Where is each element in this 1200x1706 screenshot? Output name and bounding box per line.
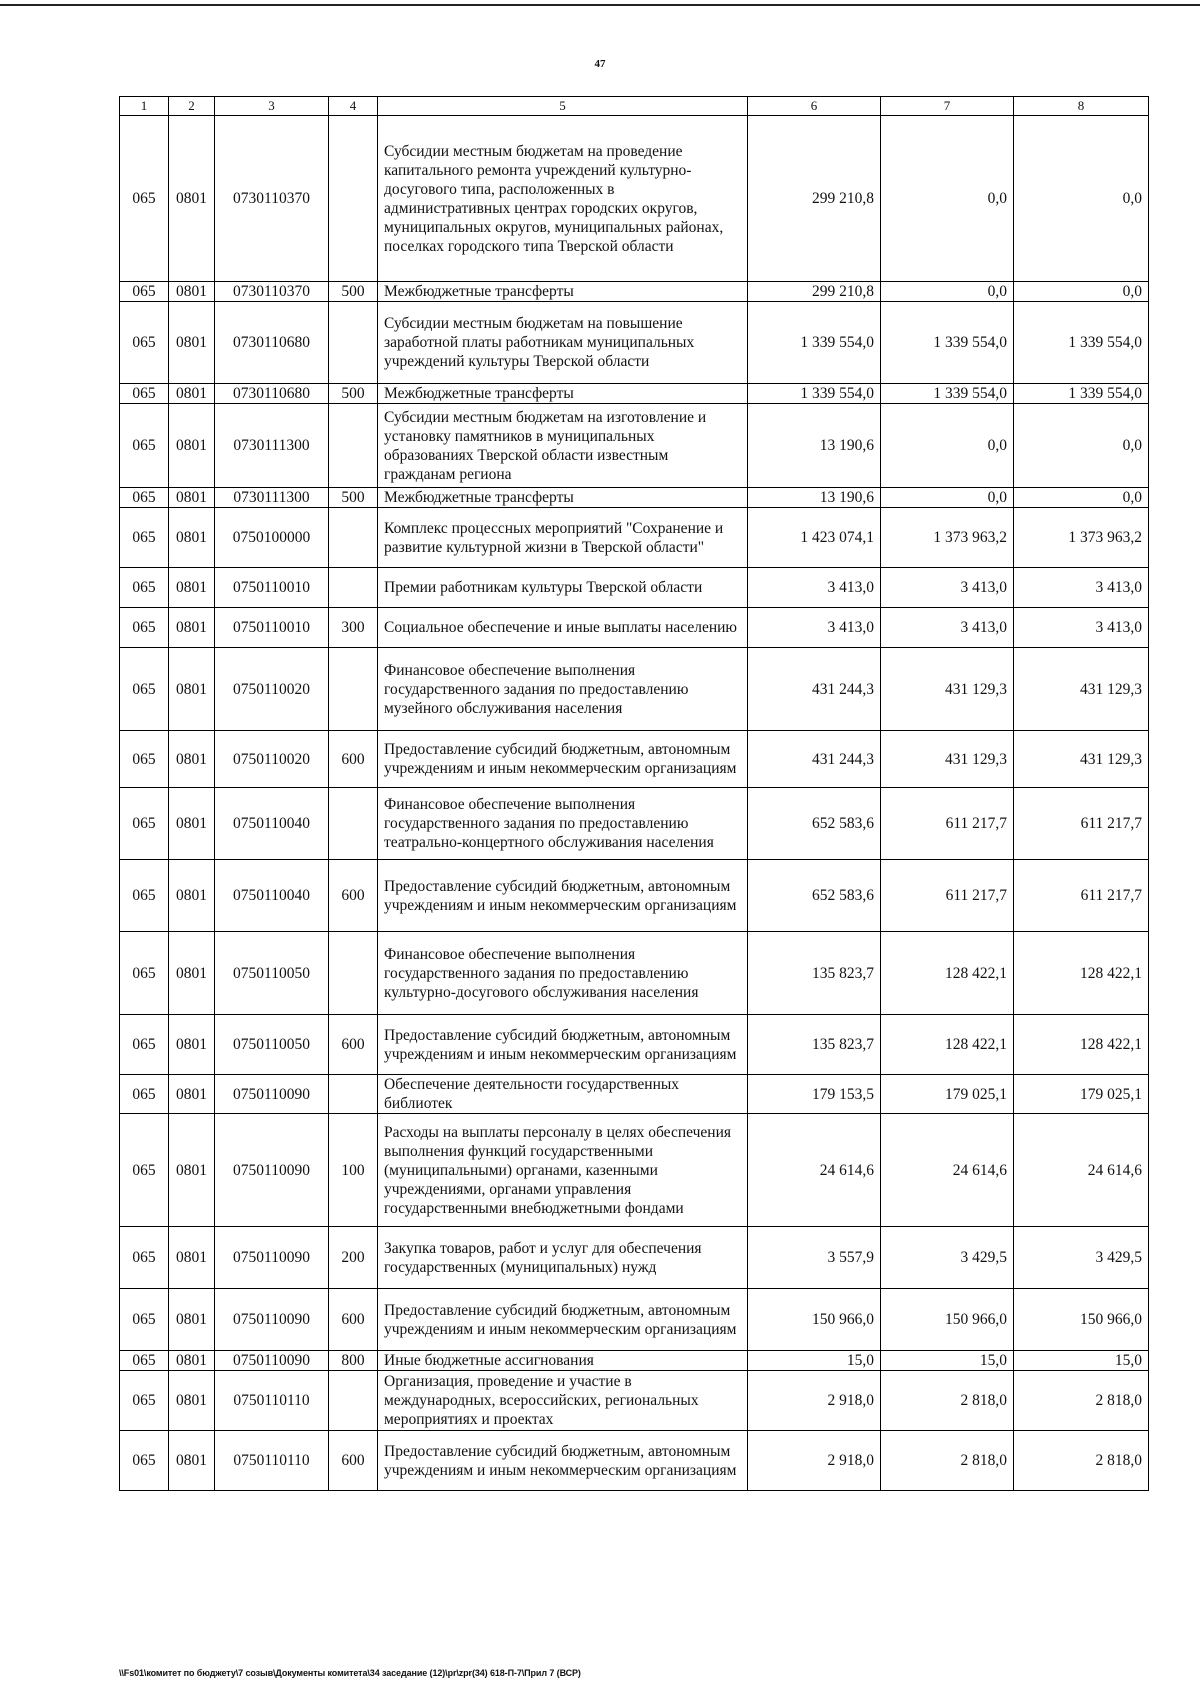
amount-cell: 431 129,3 xyxy=(1014,648,1149,731)
description-cell: Межбюджетные трансферты xyxy=(378,488,748,508)
page-number: 47 xyxy=(594,58,606,70)
amount-cell: 15,0 xyxy=(1014,1351,1149,1371)
table-row xyxy=(120,1114,1149,1227)
expense-type-cell xyxy=(329,302,378,384)
amount-cell: 13 190,6 xyxy=(748,404,881,488)
description-cell: Закупка товаров, работ и услуг для обеспечения государственных (муниципальных) нужд xyxy=(378,1227,748,1289)
expense-type-cell: 500 xyxy=(329,282,378,302)
amount-cell: 3 413,0 xyxy=(1014,608,1149,648)
description-cell: Предоставление субсидий бюджетным, автономным учреждениям и иным некоммерческим организациям xyxy=(378,1015,748,1075)
top-border-line xyxy=(0,4,1200,6)
target-article-cell: 0730110680 xyxy=(215,384,329,404)
column-header: 3 xyxy=(215,97,329,116)
amount-cell: 1 339 554,0 xyxy=(1014,384,1149,404)
amount-cell: 24 614,6 xyxy=(881,1114,1014,1227)
section-code-cell: 0801 xyxy=(169,1114,215,1227)
section-code-cell: 0801 xyxy=(169,302,215,384)
ministry-code-cell: 065 xyxy=(120,282,169,302)
expense-type-cell: 800 xyxy=(329,1351,378,1371)
target-article-cell: 0750110090 xyxy=(215,1289,329,1351)
description-cell: Межбюджетные трансферты xyxy=(378,384,748,404)
target-article-cell: 0750110010 xyxy=(215,568,329,608)
expense-type-cell: 600 xyxy=(329,860,378,932)
table-row xyxy=(120,1351,1149,1371)
table-row xyxy=(120,282,1149,302)
ministry-code-cell: 065 xyxy=(120,731,169,788)
amount-cell: 150 966,0 xyxy=(748,1289,881,1351)
amount-cell: 150 966,0 xyxy=(881,1289,1014,1351)
section-code-cell: 0801 xyxy=(169,1431,215,1491)
amount-cell: 652 583,6 xyxy=(748,860,881,932)
section-code-cell: 0801 xyxy=(169,1015,215,1075)
amount-cell: 3 413,0 xyxy=(748,608,881,648)
target-article-cell: 0750100000 xyxy=(215,508,329,568)
section-code-cell: 0801 xyxy=(169,1227,215,1289)
section-code-cell: 0801 xyxy=(169,404,215,488)
expense-type-cell: 600 xyxy=(329,1431,378,1491)
table-row xyxy=(120,1371,1149,1431)
ministry-code-cell: 065 xyxy=(120,648,169,731)
amount-cell: 3 557,9 xyxy=(748,1227,881,1289)
table-row xyxy=(120,932,1149,1015)
ministry-code-cell: 065 xyxy=(120,384,169,404)
table-row xyxy=(120,1227,1149,1289)
section-code-cell: 0801 xyxy=(169,384,215,404)
amount-cell: 611 217,7 xyxy=(881,788,1014,860)
table-row xyxy=(120,302,1149,384)
amount-cell: 0,0 xyxy=(1014,282,1149,302)
ministry-code-cell: 065 xyxy=(120,508,169,568)
amount-cell: 431 129,3 xyxy=(1014,731,1149,788)
section-code-cell: 0801 xyxy=(169,1371,215,1431)
description-cell: Социальное обеспечение и иные выплаты населению xyxy=(378,608,748,648)
amount-cell: 1 423 074,1 xyxy=(748,508,881,568)
ministry-code-cell: 065 xyxy=(120,1371,169,1431)
target-article-cell: 0750110010 xyxy=(215,608,329,648)
column-number-row xyxy=(120,97,1149,116)
amount-cell: 0,0 xyxy=(1014,116,1149,282)
description-cell: Субсидии местным бюджетам на изготовление и установку памятников в муниципальных образованиях Тверской области известным гражданам региона xyxy=(378,404,748,488)
target-article-cell: 0730110370 xyxy=(215,116,329,282)
amount-cell: 15,0 xyxy=(881,1351,1014,1371)
amount-cell: 128 422,1 xyxy=(881,932,1014,1015)
expense-type-cell: 500 xyxy=(329,384,378,404)
amount-cell: 24 614,6 xyxy=(1014,1114,1149,1227)
table-row xyxy=(120,788,1149,860)
table-row xyxy=(120,116,1149,282)
amount-cell: 611 217,7 xyxy=(1014,788,1149,860)
amount-cell: 431 129,3 xyxy=(881,731,1014,788)
amount-cell: 299 210,8 xyxy=(748,282,881,302)
description-cell: Комплекс процессных мероприятий "Сохранение и развитие культурной жизни в Тверской области" xyxy=(378,508,748,568)
amount-cell: 3 413,0 xyxy=(1014,568,1149,608)
ministry-code-cell: 065 xyxy=(120,608,169,648)
amount-cell: 3 429,5 xyxy=(881,1227,1014,1289)
column-header: 8 xyxy=(1014,97,1149,116)
expense-type-cell xyxy=(329,404,378,488)
table-row xyxy=(120,568,1149,608)
amount-cell: 1 339 554,0 xyxy=(881,384,1014,404)
target-article-cell: 0750110110 xyxy=(215,1371,329,1431)
target-article-cell: 0750110090 xyxy=(215,1114,329,1227)
amount-cell: 2 818,0 xyxy=(1014,1371,1149,1431)
ministry-code-cell: 065 xyxy=(120,116,169,282)
section-code-cell: 0801 xyxy=(169,282,215,302)
amount-cell: 150 966,0 xyxy=(1014,1289,1149,1351)
amount-cell: 431 244,3 xyxy=(748,731,881,788)
amount-cell: 0,0 xyxy=(1014,488,1149,508)
footer-file-path: \\Fs01\комитет по бюджету\7 созыв\Документы комитета\34 заседание (12)\pr\zpr(34) 618-П-7\Прил 7 (ВСР) xyxy=(119,1668,581,1678)
table-row xyxy=(120,488,1149,508)
ministry-code-cell: 065 xyxy=(120,568,169,608)
amount-cell: 1 339 554,0 xyxy=(1014,302,1149,384)
target-article-cell: 0750110040 xyxy=(215,860,329,932)
expense-type-cell xyxy=(329,116,378,282)
expense-type-cell: 100 xyxy=(329,1114,378,1227)
amount-cell: 13 190,6 xyxy=(748,488,881,508)
target-article-cell: 0730110370 xyxy=(215,282,329,302)
expense-type-cell: 500 xyxy=(329,488,378,508)
column-header: 4 xyxy=(329,97,378,116)
table-row xyxy=(120,1075,1149,1114)
ministry-code-cell: 065 xyxy=(120,1075,169,1114)
amount-cell: 15,0 xyxy=(748,1351,881,1371)
amount-cell: 2 818,0 xyxy=(881,1371,1014,1431)
target-article-cell: 0750110090 xyxy=(215,1351,329,1371)
target-article-cell: 0730111300 xyxy=(215,488,329,508)
amount-cell: 652 583,6 xyxy=(748,788,881,860)
amount-cell: 3 413,0 xyxy=(881,608,1014,648)
expense-type-cell: 300 xyxy=(329,608,378,648)
target-article-cell: 0750110020 xyxy=(215,648,329,731)
ministry-code-cell: 065 xyxy=(120,1431,169,1491)
column-header: 2 xyxy=(169,97,215,116)
expense-type-cell xyxy=(329,648,378,731)
table-body xyxy=(120,116,1149,1491)
description-cell: Расходы на выплаты персоналу в целях обеспечения выполнения функций государственными (муниципальными) органами, казенными учреждениями, органами управления государственными внебюджетными фондами xyxy=(378,1114,748,1227)
amount-cell: 128 422,1 xyxy=(881,1015,1014,1075)
table-row xyxy=(120,731,1149,788)
amount-cell: 611 217,7 xyxy=(881,860,1014,932)
expense-type-cell: 600 xyxy=(329,1015,378,1075)
column-header: 7 xyxy=(881,97,1014,116)
expense-type-cell xyxy=(329,1075,378,1114)
section-code-cell: 0801 xyxy=(169,860,215,932)
amount-cell: 1 339 554,0 xyxy=(881,302,1014,384)
amount-cell: 179 025,1 xyxy=(1014,1075,1149,1114)
amount-cell: 1 339 554,0 xyxy=(748,384,881,404)
target-article-cell: 0730110680 xyxy=(215,302,329,384)
target-article-cell: 0750110090 xyxy=(215,1075,329,1114)
section-code-cell: 0801 xyxy=(169,608,215,648)
table-row xyxy=(120,1015,1149,1075)
expense-type-cell xyxy=(329,1371,378,1431)
description-cell: Иные бюджетные ассигнования xyxy=(378,1351,748,1371)
ministry-code-cell: 065 xyxy=(120,860,169,932)
target-article-cell: 0750110040 xyxy=(215,788,329,860)
amount-cell: 2 818,0 xyxy=(881,1431,1014,1491)
amount-cell: 2 818,0 xyxy=(1014,1431,1149,1491)
table-row xyxy=(120,1289,1149,1351)
amount-cell: 0,0 xyxy=(881,282,1014,302)
ministry-code-cell: 065 xyxy=(120,302,169,384)
amount-cell: 299 210,8 xyxy=(748,116,881,282)
section-code-cell: 0801 xyxy=(169,116,215,282)
description-cell: Финансовое обеспечение выполнения государственного задания по предоставлению театрально-концертного обслуживания населения xyxy=(378,788,748,860)
ministry-code-cell: 065 xyxy=(120,404,169,488)
description-cell: Премии работникам культуры Тверской области xyxy=(378,568,748,608)
expense-type-cell: 600 xyxy=(329,1289,378,1351)
description-cell: Субсидии местным бюджетам на проведение капитального ремонта учреждений культурно-досугового типа, расположенных в административных центрах городских округов, муниципальных округов, муниципальных районах, поселках городского типа Тверской области xyxy=(378,116,748,282)
description-cell: Предоставление субсидий бюджетным, автономным учреждениям и иным некоммерческим организациям xyxy=(378,731,748,788)
target-article-cell: 0750110110 xyxy=(215,1431,329,1491)
section-code-cell: 0801 xyxy=(169,1289,215,1351)
amount-cell: 128 422,1 xyxy=(1014,932,1149,1015)
section-code-cell: 0801 xyxy=(169,648,215,731)
ministry-code-cell: 065 xyxy=(120,932,169,1015)
amount-cell: 24 614,6 xyxy=(748,1114,881,1227)
amount-cell: 135 823,7 xyxy=(748,932,881,1015)
description-cell: Обеспечение деятельности государственных библиотек xyxy=(378,1075,748,1114)
amount-cell: 2 918,0 xyxy=(748,1371,881,1431)
section-code-cell: 0801 xyxy=(169,1075,215,1114)
target-article-cell: 0750110090 xyxy=(215,1227,329,1289)
ministry-code-cell: 065 xyxy=(120,1227,169,1289)
description-cell: Межбюджетные трансферты xyxy=(378,282,748,302)
table-row xyxy=(120,860,1149,932)
amount-cell: 431 244,3 xyxy=(748,648,881,731)
amount-cell: 1 373 963,2 xyxy=(1014,508,1149,568)
ministry-code-cell: 065 xyxy=(120,788,169,860)
amount-cell: 2 918,0 xyxy=(748,1431,881,1491)
section-code-cell: 0801 xyxy=(169,932,215,1015)
section-code-cell: 0801 xyxy=(169,508,215,568)
description-cell: Предоставление субсидий бюджетным, автономным учреждениям и иным некоммерческим организациям xyxy=(378,860,748,932)
amount-cell: 135 823,7 xyxy=(748,1015,881,1075)
description-cell: Финансовое обеспечение выполнения государственного задания по предоставлению культурно-досугового обслуживания населения xyxy=(378,932,748,1015)
table-row xyxy=(120,404,1149,488)
amount-cell: 128 422,1 xyxy=(1014,1015,1149,1075)
section-code-cell: 0801 xyxy=(169,488,215,508)
ministry-code-cell: 065 xyxy=(120,1289,169,1351)
table-row xyxy=(120,384,1149,404)
amount-cell: 0,0 xyxy=(881,404,1014,488)
amount-cell: 611 217,7 xyxy=(1014,860,1149,932)
column-header: 6 xyxy=(748,97,881,116)
ministry-code-cell: 065 xyxy=(120,488,169,508)
target-article-cell: 0750110050 xyxy=(215,932,329,1015)
ministry-code-cell: 065 xyxy=(120,1015,169,1075)
expense-type-cell xyxy=(329,932,378,1015)
column-header: 1 xyxy=(120,97,169,116)
column-header: 5 xyxy=(378,97,748,116)
expense-type-cell: 200 xyxy=(329,1227,378,1289)
amount-cell: 3 413,0 xyxy=(748,568,881,608)
expense-type-cell: 600 xyxy=(329,731,378,788)
table-row xyxy=(120,608,1149,648)
expense-type-cell xyxy=(329,508,378,568)
amount-cell: 3 429,5 xyxy=(1014,1227,1149,1289)
amount-cell: 0,0 xyxy=(1014,404,1149,488)
description-cell: Предоставление субсидий бюджетным, автономным учреждениям и иным некоммерческим организациям xyxy=(378,1431,748,1491)
target-article-cell: 0750110020 xyxy=(215,731,329,788)
budget-table xyxy=(119,96,1149,1491)
target-article-cell: 0730111300 xyxy=(215,404,329,488)
description-cell: Организация, проведение и участие в международных, всероссийских, региональных мероприятиях и проектах xyxy=(378,1371,748,1431)
description-cell: Финансовое обеспечение выполнения государственного задания по предоставлению музейного обслуживания населения xyxy=(378,648,748,731)
description-cell: Субсидии местным бюджетам на повышение заработной платы работникам муниципальных учреждений культуры Тверской области xyxy=(378,302,748,384)
amount-cell: 0,0 xyxy=(881,116,1014,282)
ministry-code-cell: 065 xyxy=(120,1114,169,1227)
expense-type-cell xyxy=(329,568,378,608)
ministry-code-cell: 065 xyxy=(120,1351,169,1371)
section-code-cell: 0801 xyxy=(169,568,215,608)
amount-cell: 431 129,3 xyxy=(881,648,1014,731)
table-row xyxy=(120,648,1149,731)
amount-cell: 179 025,1 xyxy=(881,1075,1014,1114)
expense-type-cell xyxy=(329,788,378,860)
section-code-cell: 0801 xyxy=(169,731,215,788)
amount-cell: 3 413,0 xyxy=(881,568,1014,608)
table-row xyxy=(120,1431,1149,1491)
section-code-cell: 0801 xyxy=(169,788,215,860)
target-article-cell: 0750110050 xyxy=(215,1015,329,1075)
amount-cell: 1 339 554,0 xyxy=(748,302,881,384)
amount-cell: 179 153,5 xyxy=(748,1075,881,1114)
table-row xyxy=(120,508,1149,568)
amount-cell: 1 373 963,2 xyxy=(881,508,1014,568)
description-cell: Предоставление субсидий бюджетным, автономным учреждениям и иным некоммерческим организациям xyxy=(378,1289,748,1351)
amount-cell: 0,0 xyxy=(881,488,1014,508)
section-code-cell: 0801 xyxy=(169,1351,215,1371)
